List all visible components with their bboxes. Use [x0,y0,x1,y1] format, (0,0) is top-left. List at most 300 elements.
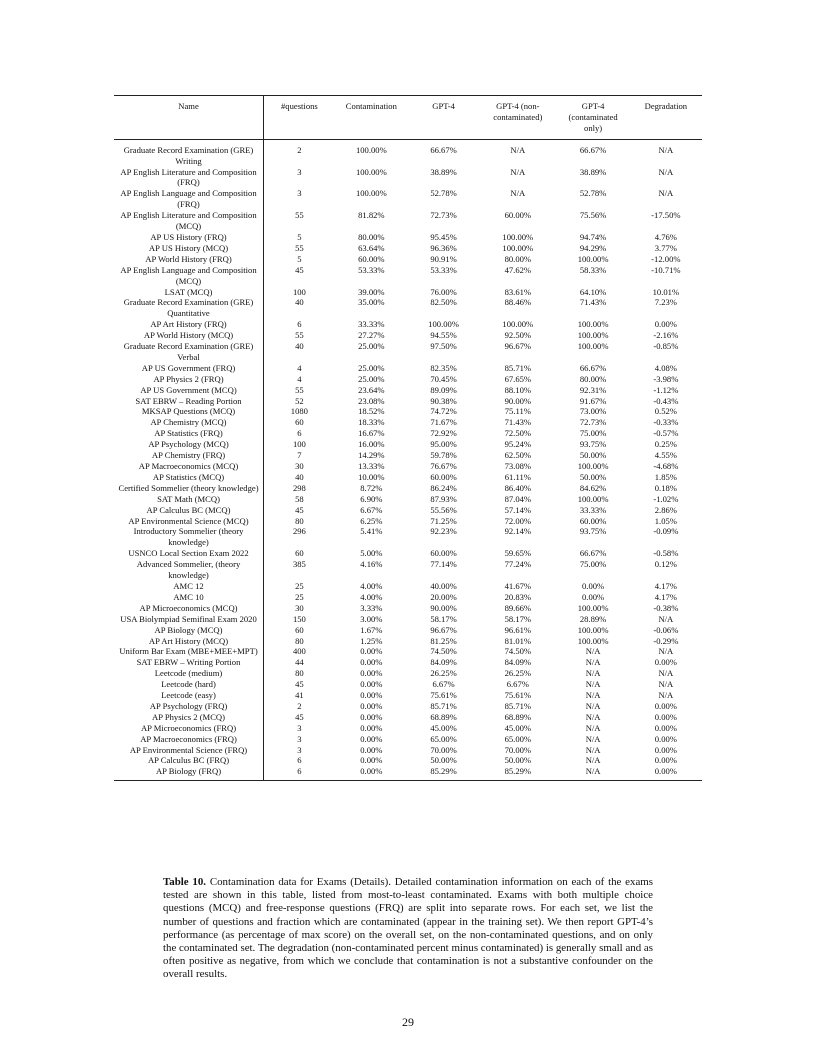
cell-gpt4-contaminated-only: 66.67% [579,144,607,155]
cell-degradation: 0.25% [654,439,677,450]
cell-contamination: 13.33% [358,461,385,471]
cell-contamination: 63.64% [358,242,385,253]
cell-gpt4-non-contaminated: 88.10% [504,384,532,395]
table-row [114,210,702,232]
cell-contamination: 0.00% [360,722,383,733]
table-row [114,341,702,363]
cell-exam-name: AP Statistics (MCQ) [114,472,264,483]
cell-degradation: 4.17% [654,591,677,602]
cell-gpt4-contaminated-only: N/A [585,679,601,690]
cell-contamination: 25.00% [358,373,385,384]
cell-contamination: 100.00% [355,166,387,177]
cell-question-count: 6 [297,766,302,777]
cell-gpt4-score: 89.09% [430,384,457,395]
cell-gpt4-score: 59.78% [430,450,457,461]
table-row [114,690,702,701]
cell-contamination: 0.00% [360,646,383,657]
cell-question-count: 6 [297,755,302,766]
cell-contamination: 100.00% [355,144,387,155]
table-row [114,646,702,657]
cell-gpt4-score: 86.24% [430,482,457,493]
cell-degradation: -0.57% [653,428,679,439]
cell-question-count: 40 [295,341,304,352]
cell-degradation: 0.00% [654,766,677,777]
cell-question-count: 298 [292,482,306,493]
table-row [114,679,702,690]
cell-contamination: 27.27% [358,330,385,341]
table-row [114,472,702,483]
cell-gpt4-contaminated-only: 58.33% [579,264,607,275]
table-row [114,516,702,527]
cell-degradation: -3.98% [653,373,679,384]
cell-contamination: 4.00% [360,591,383,602]
table-row [114,526,702,548]
cell-gpt4-non-contaminated: 77.24% [504,559,532,570]
cell-question-count: 150 [292,613,306,624]
table-row [114,232,702,243]
cell-gpt4-non-contaminated: 72.00% [504,515,532,526]
cell-gpt4-contaminated-only: N/A [585,755,601,766]
cell-gpt4-score: 52.78% [430,188,457,199]
cell-contamination: 60.00% [358,253,385,264]
cell-exam-name: USNCO Local Section Exam 2022 [114,548,264,559]
cell-gpt4-contaminated-only: N/A [585,733,601,744]
cell-gpt4-score: 92.23% [430,526,457,537]
cell-gpt4-non-contaminated: 65.00% [504,733,532,744]
cell-gpt4-contaminated-only: 84.62% [579,482,607,493]
cell-gpt4-non-contaminated: 86.40% [504,482,532,493]
cell-gpt4-score: 75.61% [430,690,457,701]
cell-gpt4-score: 6.67% [432,679,455,690]
cell-gpt4-non-contaminated: 67.65% [504,373,532,384]
table-row [114,766,702,780]
cell-exam-name: Introductory Sommelier (theory knowledge) [114,526,264,548]
cell-contamination: 0.00% [360,733,383,744]
cell-question-count: 296 [292,526,306,537]
cell-degradation: -0.58% [653,548,679,559]
cell-contamination: 0.00% [360,766,383,777]
cell-gpt4-non-contaminated: 61.11% [504,471,531,482]
table-row [114,734,702,745]
cell-question-count: 30 [295,461,304,471]
cell-question-count: 40 [295,297,304,308]
table-header [114,96,702,140]
cell-question-count: 40 [295,471,304,482]
cell-contamination: 0.00% [360,744,383,755]
cell-contamination: 5.41% [360,526,383,537]
cell-contamination: 3.33% [360,602,383,613]
cell-contamination: 4.00% [360,580,383,591]
cell-gpt4-contaminated-only: 28.89% [579,613,607,624]
table-row [114,450,702,461]
cell-gpt4-contaminated-only: 94.29% [579,242,607,253]
table-row [114,439,702,450]
table-row [114,243,702,254]
cell-exam-name: AMC 12 [114,581,264,592]
cell-gpt4-contaminated-only: 66.67% [579,548,607,559]
table-row [114,668,702,679]
cell-degradation: 0.00% [654,711,677,722]
table-row [114,603,702,614]
cell-gpt4-contaminated-only: N/A [585,700,601,711]
cell-gpt4-score: 90.00% [430,602,457,613]
cell-question-count: 4 [297,362,302,373]
cell-question-count: 3 [297,733,302,744]
cell-gpt4-score: 74.72% [430,406,457,417]
cell-degradation: -2.16% [653,330,679,341]
table-row [114,330,702,341]
cell-gpt4-score: 38.89% [430,166,457,177]
cell-gpt4-non-contaminated: 92.50% [504,330,532,341]
cell-exam-name: MKSAP Questions (MCQ) [114,406,264,417]
header-questions: #questions [281,101,318,111]
cell-gpt4-score: 94.55% [430,330,457,341]
cell-question-count: 3 [297,744,302,755]
cell-gpt4-contaminated-only: 100.00% [577,493,609,504]
table-row [114,581,702,592]
cell-contamination: 0.00% [360,679,383,690]
cell-degradation: -0.38% [653,602,679,613]
cell-contamination: 10.00% [358,471,385,482]
cell-gpt4-contaminated-only: 80.00% [579,373,607,384]
cell-question-count: 80 [295,515,304,526]
cell-exam-name: SAT Math (MCQ) [114,494,264,505]
cell-gpt4-score: 74.50% [430,646,457,657]
cell-degradation: -0.43% [653,395,679,406]
cell-degradation: -12.00% [651,253,681,264]
cell-gpt4-score: 87.93% [430,493,457,504]
cell-gpt4-contaminated-only: 33.33% [579,504,607,515]
cell-gpt4-score: 71.25% [430,515,457,526]
cell-gpt4-score: 66.67% [430,144,457,155]
cell-exam-name: AP Art History (MCQ) [114,636,264,647]
cell-gpt4-contaminated-only: 75.00% [579,428,607,439]
cell-exam-name: AP Calculus BC (FRQ) [114,755,264,766]
table-caption [163,876,653,982]
cell-contamination: 0.00% [360,711,383,722]
cell-degradation: 4.17% [654,580,677,591]
cell-contamination: 1.67% [360,624,383,635]
cell-contamination: 18.52% [358,406,385,417]
cell-gpt4-contaminated-only: N/A [585,766,601,777]
cell-gpt4-contaminated-only: N/A [585,690,601,701]
cell-degradation: -1.02% [653,493,679,504]
cell-gpt4-score: 60.00% [430,471,457,482]
cell-exam-name: AP Biology (MCQ) [114,625,264,636]
cell-exam-name: AP Art History (FRQ) [114,319,264,330]
cell-contamination: 0.00% [360,668,383,679]
table-row [114,712,702,723]
cell-exam-name: AP Macroeconomics (FRQ) [114,734,264,745]
table-row [114,265,702,287]
cell-degradation: 0.18% [654,482,677,493]
cell-degradation: 0.00% [654,722,677,733]
cell-exam-name: AP Psychology (MCQ) [114,439,264,450]
cell-degradation: 0.52% [654,406,677,417]
cell-contamination: 3.00% [360,613,383,624]
cell-question-count: 5 [297,253,302,264]
cell-exam-name: Graduate Record Examination (GRE) Verbal [114,341,264,363]
cell-gpt4-non-contaminated: N/A [510,188,526,199]
cell-question-count: 44 [295,657,304,668]
cell-exam-name: AP US Government (MCQ) [114,385,264,396]
cell-exam-name: AP Microeconomics (FRQ) [114,723,264,734]
cell-contamination: 6.25% [360,515,383,526]
cell-degradation: 4.08% [654,362,677,373]
cell-degradation: -0.85% [653,341,679,352]
cell-question-count: 55 [295,330,304,341]
cell-gpt4-contaminated-only: 64.10% [579,286,607,297]
cell-contamination: 1.25% [360,635,383,646]
cell-exam-name: AP Physics 2 (FRQ) [114,374,264,385]
cell-gpt4-non-contaminated: 6.67% [506,679,529,690]
cell-degradation: 0.12% [654,559,677,570]
cell-degradation: -0.29% [653,635,679,646]
table-row [114,188,702,210]
page-number: 29 [402,1015,414,1029]
cell-gpt4-non-contaminated: 75.61% [504,690,532,701]
cell-gpt4-non-contaminated: 60.00% [504,210,532,221]
cell-question-count: 4 [297,373,302,384]
cell-gpt4-score: 72.73% [430,210,457,221]
cell-question-count: 7 [297,450,302,461]
cell-question-count: 6 [297,428,302,439]
cell-question-count: 100 [292,439,306,450]
cell-gpt4-contaminated-only: 100.00% [577,602,609,613]
cell-gpt4-contaminated-only: 91.67% [579,395,607,406]
table-row [114,319,702,330]
cell-gpt4-contaminated-only: 100.00% [577,624,609,635]
cell-contamination: 35.00% [358,297,385,308]
cell-gpt4-non-contaminated: 62.50% [504,450,532,461]
cell-question-count: 55 [295,242,304,253]
cell-gpt4-score: 84.09% [430,657,457,668]
cell-gpt4-score: 58.17% [430,613,457,624]
cell-degradation: 1.05% [654,515,677,526]
cell-gpt4-contaminated-only: N/A [585,668,601,679]
cell-exam-name: AP US History (FRQ) [114,232,264,243]
cell-gpt4-non-contaminated: 100.00% [502,319,534,330]
table-row [114,363,702,374]
cell-exam-name: AP US History (MCQ) [114,243,264,254]
cell-contamination: 4.16% [360,559,383,570]
cell-question-count: 3 [297,188,302,199]
table-body [114,139,702,781]
cell-degradation: -10.71% [651,264,681,275]
cell-gpt4-score: 100.00% [428,319,459,330]
header-gpt4: GPT-4 [432,101,455,111]
table-row [114,297,702,319]
cell-gpt4-score: 40.00% [430,580,457,591]
cell-gpt4-non-contaminated: 70.00% [504,744,532,755]
cell-contamination: 6.90% [360,493,383,504]
cell-exam-name: Certified Sommelier (theory knowledge) [114,483,264,494]
cell-gpt4-contaminated-only: N/A [585,646,601,657]
cell-gpt4-non-contaminated: 95.24% [504,439,532,450]
table-row [114,287,702,298]
cell-exam-name: AP US Government (FRQ) [114,363,264,374]
cell-exam-name: AP World History (FRQ) [114,254,264,265]
cell-exam-name: AP Chemistry (FRQ) [114,450,264,461]
cell-question-count: 80 [295,635,304,646]
cell-gpt4-contaminated-only: 60.00% [579,515,607,526]
cell-degradation: -1.12% [653,384,679,395]
table-row [114,755,702,766]
cell-contamination: 8.72% [360,482,383,493]
table-row [114,723,702,734]
cell-question-count: 41 [295,690,304,701]
cell-question-count: 100 [292,286,306,297]
cell-contamination: 53.33% [358,264,385,275]
cell-gpt4-non-contaminated: 83.61% [504,286,532,297]
cell-gpt4-score: 53.33% [430,264,457,275]
cell-exam-name: AP Environmental Science (MCQ) [114,516,264,527]
cell-contamination: 14.29% [358,450,385,461]
cell-exam-name: AP Physics 2 (MCQ) [114,712,264,723]
cell-gpt4-contaminated-only: 100.00% [577,341,609,352]
cell-contamination: 0.00% [360,690,383,701]
cell-gpt4-score: 55.56% [430,504,457,515]
header-name: Name [114,96,264,140]
cell-question-count: 60 [295,548,304,559]
table-row [114,254,702,265]
cell-question-count: 6 [297,319,302,330]
header-row [114,96,702,140]
cell-gpt4-contaminated-only: 75.56% [579,210,607,221]
cell-question-count: 2 [297,144,302,155]
cell-gpt4-non-contaminated: 81.01% [504,635,532,646]
cell-gpt4-score: 97.50% [430,341,457,352]
cell-gpt4-contaminated-only: 100.00% [577,635,609,646]
cell-exam-name: AP Statistics (FRQ) [114,428,264,439]
cell-question-count: 58 [295,493,304,504]
cell-degradation: 0.00% [654,744,677,755]
cell-degradation: N/A [658,690,674,701]
cell-gpt4-score: 20.00% [430,591,457,602]
cell-degradation: N/A [658,144,674,155]
cell-degradation: N/A [658,646,674,657]
cell-question-count: 52 [295,395,304,406]
cell-exam-name: AP Macroeconomics (MCQ) [114,461,264,472]
cell-question-count: 45 [295,264,304,275]
header-degradation: Degradation [644,101,688,111]
cell-gpt4-non-contaminated: N/A [510,144,526,155]
cell-gpt4-non-contaminated: N/A [510,166,526,177]
cell-gpt4-score: 71.67% [430,417,457,428]
cell-gpt4-non-contaminated: 88.46% [504,297,532,308]
cell-degradation: N/A [658,679,674,690]
cell-question-count: 5 [297,231,302,242]
cell-gpt4-score: 68.89% [430,711,457,722]
cell-exam-name: AP Calculus BC (MCQ) [114,505,264,516]
cell-gpt4-contaminated-only: 93.75% [579,526,607,537]
cell-exam-name: Graduate Record Examination (GRE) Quantitative [114,297,264,319]
cell-degradation: -0.33% [653,417,679,428]
header-contamination: Contamination [345,101,397,111]
cell-gpt4-contaminated-only: 0.00% [582,580,605,591]
table-row [114,139,702,166]
cell-gpt4-contaminated-only: 94.74% [579,231,607,242]
cell-gpt4-contaminated-only: 72.73% [579,417,607,428]
cell-gpt4-score: 85.29% [430,766,457,777]
cell-gpt4-score: 85.71% [430,700,457,711]
cell-exam-name: AP Psychology (FRQ) [114,701,264,712]
cell-exam-name: AP World History (MCQ) [114,330,264,341]
cell-gpt4-contaminated-only: 73.00% [579,406,607,417]
cell-degradation: -0.09% [653,526,679,537]
cell-gpt4-non-contaminated: 89.66% [504,602,532,613]
cell-gpt4-score: 90.91% [430,253,457,264]
cell-gpt4-non-contaminated: 75.11% [504,406,531,417]
cell-degradation: 7.23% [654,297,677,308]
cell-exam-name: AP English Language and Composition (MCQ) [114,265,264,287]
cell-exam-name: AMC 10 [114,592,264,603]
cell-gpt4-score: 76.67% [430,461,457,471]
cell-gpt4-non-contaminated: 20.83% [504,591,532,602]
cell-question-count: 400 [292,646,306,657]
cell-gpt4-contaminated-only: N/A [585,744,601,755]
cell-gpt4-non-contaminated: 92.14% [504,526,532,537]
cell-gpt4-non-contaminated: 68.89% [504,711,532,722]
table-row [114,385,702,396]
cell-gpt4-contaminated-only: 100.00% [577,461,609,471]
cell-degradation: 2.86% [654,504,677,515]
cell-degradation: 4.55% [654,450,677,461]
cell-exam-name: Leetcode (easy) [114,690,264,701]
cell-exam-name: Leetcode (medium) [114,668,264,679]
cell-degradation: -17.50% [651,210,681,221]
cell-gpt4-score: 96.67% [430,624,457,635]
cell-contamination: 16.67% [358,428,385,439]
cell-gpt4-score: 90.38% [430,395,457,406]
cell-gpt4-score: 70.00% [430,744,457,755]
cell-question-count: 385 [292,559,306,570]
cell-gpt4-contaminated-only: 71.43% [579,297,607,308]
cell-exam-name: AP Environmental Science (FRQ) [114,745,264,756]
table-row [114,625,702,636]
cell-gpt4-contaminated-only: N/A [585,722,601,733]
cell-gpt4-non-contaminated: 90.00% [504,395,532,406]
cell-contamination: 100.00% [355,188,387,199]
cell-gpt4-non-contaminated: 74.50% [504,646,532,657]
cell-contamination: 23.64% [358,384,385,395]
cell-gpt4-score: 70.45% [430,373,457,384]
cell-gpt4-score: 76.00% [430,286,457,297]
cell-exam-name: AP Biology (FRQ) [114,766,264,780]
cell-exam-name: AP English Language and Composition (FRQ) [114,188,264,210]
cell-exam-name: USA Biolympiad Semifinal Exam 2020 [114,614,264,625]
cell-question-count: 45 [295,711,304,722]
table-row [114,559,702,581]
header-gpt4-non-contaminated: GPT-4 (non-contaminated) [493,101,543,122]
cell-gpt4-non-contaminated: 58.17% [504,613,532,624]
cell-gpt4-non-contaminated: 45.00% [504,722,532,733]
cell-degradation: N/A [658,166,674,177]
table-row [114,592,702,603]
cell-gpt4-non-contaminated: 80.00% [504,253,532,264]
cell-contamination: 6.67% [360,504,383,515]
table-row [114,374,702,385]
cell-question-count: 45 [295,504,304,515]
cell-exam-name: SAT EBRW – Writing Portion [114,657,264,668]
cell-exam-name: SAT EBRW – Reading Portion [114,396,264,407]
cell-exam-name: Leetcode (hard) [114,679,264,690]
cell-question-count: 55 [295,384,304,395]
cell-exam-name: LSAT (MCQ) [114,287,264,298]
cell-gpt4-non-contaminated: 57.14% [504,504,532,515]
cell-degradation: -0.06% [653,624,679,635]
cell-degradation: N/A [658,613,674,624]
